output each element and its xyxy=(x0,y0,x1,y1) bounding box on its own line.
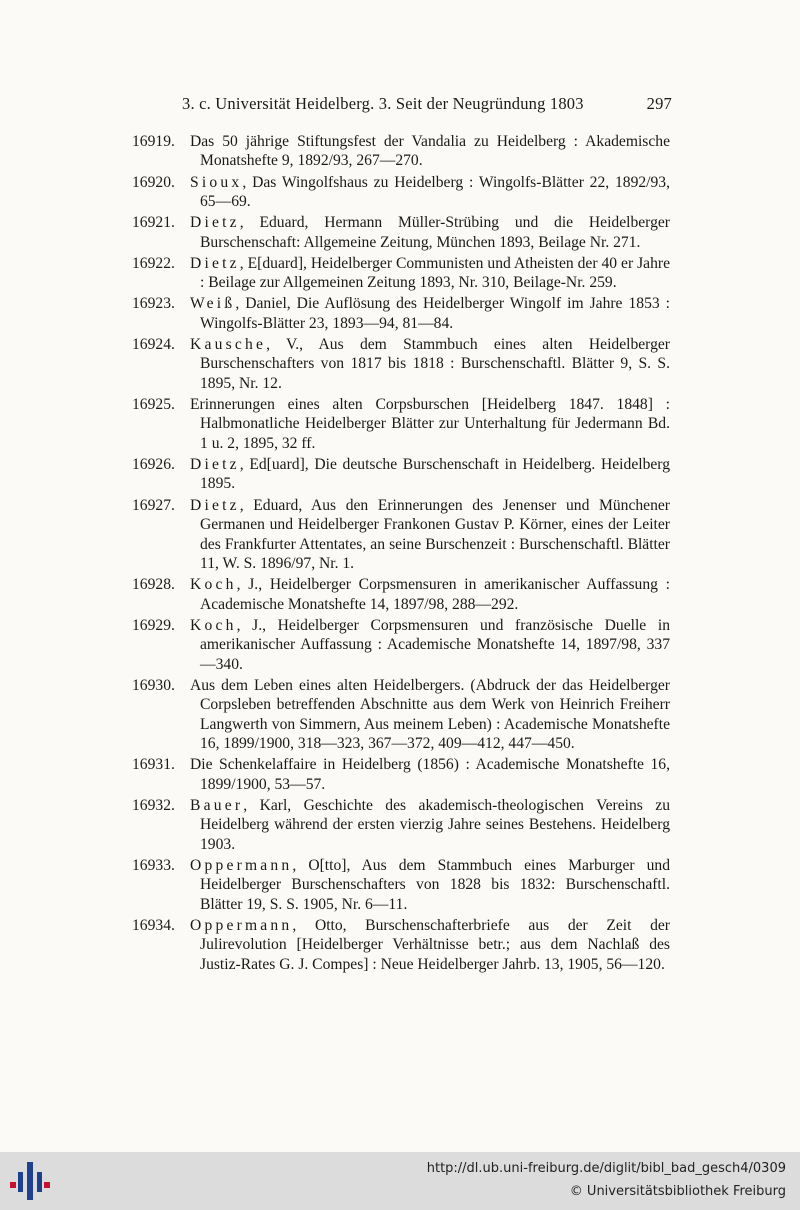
bibliography-entry xyxy=(128,173,670,212)
entry-number: 16919. xyxy=(132,133,175,150)
ub-freiburg-logo-icon[interactable] xyxy=(10,1160,50,1202)
entry-body xyxy=(190,616,670,674)
entry-number: 16929. xyxy=(132,616,175,634)
copyright-notice: © Universitätsbibliothek Freiburg xyxy=(569,1184,786,1199)
entry-author: Oppermann xyxy=(190,856,293,874)
entry-number: 16922. xyxy=(132,254,175,272)
entry-body xyxy=(190,294,670,333)
running-head xyxy=(182,94,672,114)
entry-body xyxy=(190,676,670,754)
entry-number: 16928. xyxy=(132,576,175,594)
entry-number: 16925. xyxy=(132,396,175,414)
entry-number: 16924. xyxy=(132,336,175,354)
entry-text: , Eduard, Hermann Müller-Strübing und die Heidelberger Burschenschaft: Allgemeine Zeitung, München 1893, Beilage Nr. 271. xyxy=(200,214,670,251)
bibliography-entry xyxy=(128,213,670,252)
bibliography-list xyxy=(128,132,670,976)
entry-number: 16926. xyxy=(132,456,175,474)
bibliography-entry xyxy=(128,575,670,614)
entry-author: Dietz xyxy=(190,254,240,272)
entry-text: Aus dem Leben eines alten Heidelbergers. (Abdruck der das Heidelberger Corpsleben betreffenden Abschnitte aus dem Werk von Heinrich Freiherr Langwerth von Simmern, Aus meinem Leben) : Academische Monatshefte 16, 1899/1900, 318—323, 367—372, 409—412, 447—450. xyxy=(190,676,670,752)
bibliography-entry xyxy=(128,676,670,754)
entry-author: Koch xyxy=(190,576,237,594)
bibliography-entry xyxy=(128,395,670,453)
entry-body xyxy=(190,335,670,393)
entry-number: 16930. xyxy=(132,676,175,694)
entry-text: , Karl, Geschichte des akademisch-theologischen Vereins zu Heidelberg während der ersten vierzig Jahre seines Bestehens. Heidelberg 1903. xyxy=(200,796,670,853)
entry-text: , J., Heidelberger Corpsmensuren und französische Duelle in amerikanischer Auffassung : Academische Monatshefte 14, 1897/98, 337—340. xyxy=(200,616,670,673)
entry-body xyxy=(190,455,670,494)
entry-body xyxy=(190,395,670,453)
entry-body xyxy=(190,796,670,854)
entry-text: Erinnerungen eines alten Corpsburschen [Heidelberg 1847. 1848] : Halbmonatliche Heidelberger Blätter zur Unterhaltung für Jedermann Bd. 1 u. 2, 1895, 32 ff. xyxy=(190,396,670,452)
entry-body xyxy=(190,856,670,914)
entry-text: , Eduard, Aus den Erinnerungen des Jenenser und Münchener Germanen und Heidelberger Frankonen Gustav P. Körner, eines der Leiter des Frankfurter Attentates, an seine Burschenzeit : Burschenschaftl. Blätter 11, W. S. 1896/97, Nr. 1. xyxy=(200,496,670,572)
bibliography-entry xyxy=(128,496,670,574)
bibliography-entry xyxy=(128,616,670,674)
entry-number: 16927. xyxy=(132,496,175,514)
entry-text: , Ed[uard], Die deutsche Burschenschaft in Heidelberg. Heidelberg 1895. xyxy=(200,456,670,493)
entry-body xyxy=(190,173,670,212)
entry-number: 16933. xyxy=(132,856,175,874)
entry-author: Sioux xyxy=(190,173,243,191)
entry-number: 16921. xyxy=(132,214,175,232)
entry-body xyxy=(190,575,670,614)
entry-author: Dietz xyxy=(190,496,240,514)
bibliography-entry xyxy=(128,294,670,333)
entry-text: Die Schenkelaffaire in Heidelberg (1856) : Academische Monatshefte 16, 1899/1900, 53—57. xyxy=(190,756,670,793)
entry-text: , Das Wingolfshaus zu Heidelberg : Wingolfs-Blätter 22, 1892/93, 65—69. xyxy=(200,173,670,211)
entry-text: Das 50 jährige Stiftungsfest der Vandalia zu Heidelberg : Akademische Monatshefte 9, 1892/93, 267—270. xyxy=(190,133,670,170)
entry-body xyxy=(190,132,670,171)
bibliography-entry xyxy=(128,335,670,393)
entry-author: Oppermann xyxy=(190,916,293,934)
entry-text: , J., Heidelberger Corpsmensuren in amerikanischer Auffassung : Academische Monatshefte 14, 1897/98, 288—292. xyxy=(200,576,670,613)
entry-author: Kausche xyxy=(190,336,267,354)
entry-number: 16932. xyxy=(132,796,175,814)
bibliography-entry xyxy=(128,455,670,494)
bibliography-entry xyxy=(128,916,670,974)
entry-author: Dietz xyxy=(190,456,240,474)
entry-author: Weiß xyxy=(190,295,236,313)
entry-body xyxy=(190,916,670,974)
footer-bar xyxy=(0,1152,800,1210)
entry-number: 16931. xyxy=(132,756,175,774)
bibliography-entry xyxy=(128,755,670,794)
entry-body xyxy=(190,755,670,794)
entry-text: , E[duard], Heidelberger Communisten und Atheisten der 40 er Jahre : Beilage zur Allgemeinen Zeitung 1893, Nr. 310, Beilage-Nr. 259. xyxy=(200,254,670,292)
entry-body xyxy=(190,496,670,574)
entry-text: , Otto, Burschenschafterbriefe aus der Zeit der Julirevolution [Heidelberger Verhältnisse betr.; aus dem Nachlaß des Justiz-Rates G. J. Compes] : Neue Heidelberger Jahrb. 13, 1905, 56—120. xyxy=(200,916,670,973)
entry-author: Dietz xyxy=(190,214,240,232)
entry-number: 16934. xyxy=(132,916,175,934)
bibliography-entry xyxy=(128,856,670,914)
entry-body xyxy=(190,213,670,252)
entry-text: , V., Aus dem Stammbuch eines alten Heidelberger Burschenschafters von 1817 bis 1818 : Burschenschaftl. Blätter 9, S. S. 1895, Nr. 12. xyxy=(200,336,670,392)
entry-number: 16923. xyxy=(132,295,175,313)
bibliography-entry xyxy=(128,132,670,171)
entry-author: Bauer xyxy=(190,796,244,814)
page-number: 297 xyxy=(646,94,672,113)
running-head-title: 3. c. Universität Heidelberg. 3. Seit der Neugründung 1803 xyxy=(182,94,584,113)
bibliography-entry xyxy=(128,796,670,854)
bibliography-entry xyxy=(128,254,670,293)
entry-text: , O[tto], Aus dem Stammbuch eines Marburger und Heidelberger Burschenschafters von 1828 bis 1832: Burschenschaftl. Blätter 19, S. S. 1905, Nr. 6—11. xyxy=(200,856,670,913)
entry-body xyxy=(190,254,670,293)
permalink-url[interactable]: http://dl.ub.uni-freiburg.de/diglit/bibl_bad_gesch4/0309 xyxy=(426,1161,786,1176)
entry-author: Koch xyxy=(190,616,237,634)
entry-text: , Daniel, Die Auflösung des Heidelberger Wingolf im Jahre 1853 : Wingolfs-Blätter 23, 1893—94, 81—84. xyxy=(200,295,670,332)
entry-number: 16920. xyxy=(132,173,175,191)
